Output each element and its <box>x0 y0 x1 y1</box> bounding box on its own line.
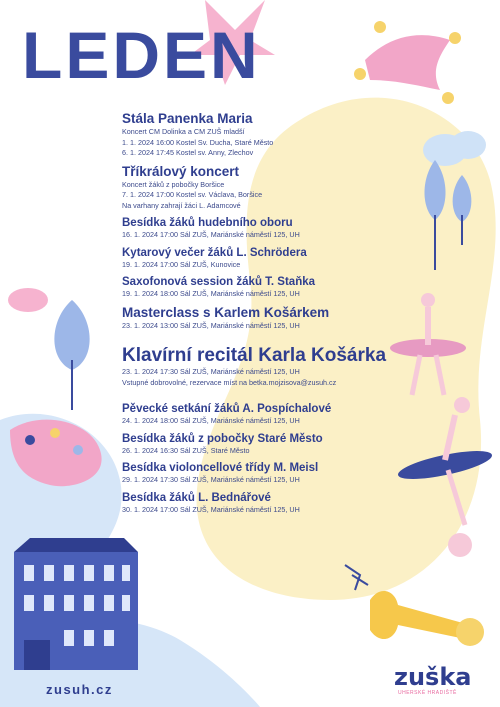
event-detail: 29. 1. 2024 17:30 Sál ZUŠ, Mariánské náměstí 125, UH <box>122 475 300 484</box>
event-name: Tříkrálový koncert <box>122 163 240 179</box>
trumpet-icon <box>370 591 470 640</box>
event-detail: 23. 1. 2024 17:30 Sál ZUŠ, Mariánské náměstí 125, UH <box>122 367 300 376</box>
event-item <box>122 246 422 271</box>
event-detail: 30. 1. 2024 17:00 Sál ZUŠ, Mariánské náměstí 125, UH <box>122 504 300 514</box>
event-detail: Koncert žáků z pobočky Boršice <box>122 179 225 189</box>
event-name: Masterclass s Karlem Košárkem <box>122 304 330 320</box>
event-name: Saxofonová session žáků T. Staňka <box>122 276 316 288</box>
event-detail: 6. 1. 2024 17:45 Kostel sv. Anny, Zlechov <box>122 148 254 157</box>
logo: zuška <box>394 663 472 691</box>
event-name: Besídka žáků z pobočky Staré Město <box>122 432 323 445</box>
jester-hat <box>365 35 450 90</box>
event-item <box>122 461 422 486</box>
event-detail: 1. 1. 2024 16:00 Kostel Sv. Ducha, Staré Město <box>122 137 274 147</box>
event-item <box>122 491 422 516</box>
event-name: Besídka žáků hudebního oboru <box>122 217 293 229</box>
event-name: Pěvecké setkání žáků A. Pospíchalové <box>122 403 332 415</box>
event-detail: 23. 1. 2024 13:00 Sál ZUŠ, Mariánské náměstí 125, UH <box>122 320 300 330</box>
event-name: Klavírní recitál Karla Košárka <box>122 345 387 366</box>
event-item <box>122 432 422 457</box>
event-item-featured <box>122 345 422 388</box>
event-detail: 19. 1. 2024 17:00 Sál ZUŠ, Kunovice <box>122 259 241 269</box>
event-detail: Na varhany zahrají žáci L. Adamcové <box>122 200 241 210</box>
event-detail: 24. 1. 2024 18:00 Sál ZUŠ, Mariánské náměstí 125, UH <box>122 416 300 425</box>
event-detail: Vstupné dobrovolné, rezervace míst na betka.mojzisova@zusuh.cz <box>122 377 337 387</box>
event-name: Stála Panenka Maria <box>122 111 253 126</box>
website-link[interactable]: zusuh.cz <box>46 682 113 697</box>
event-name: Besídka violoncellové třídy M. Meisl <box>122 462 319 474</box>
event-detail: 7. 1. 2024 17:00 Kostel sv. Václava, Boršice <box>122 190 263 199</box>
event-detail: 16. 1. 2024 17:00 Sál ZUŠ, Mariánské náměstí 125, UH <box>122 230 300 239</box>
event-item <box>122 216 422 241</box>
event-item <box>122 111 422 159</box>
event-item <box>122 402 422 427</box>
month-title: LEDEN <box>22 18 261 92</box>
event-detail: Koncert CM Dolinka a CM ZUŠ mladší <box>122 127 245 136</box>
event-name: Besídka žáků L. Bednářové <box>122 491 271 504</box>
event-detail: 26. 1. 2024 16:30 Sál ZUŠ, Staré Město <box>122 445 250 455</box>
logo-subtitle: UHERSKÉ HRADIŠTĚ <box>398 690 457 696</box>
event-name: Kytarový večer žáků L. Schrödera <box>122 246 307 259</box>
event-item <box>122 275 422 300</box>
event-item <box>122 305 422 332</box>
event-detail: 19. 1. 2024 18:00 Sál ZUŠ, Mariánské náměstí 125, UH <box>122 289 300 298</box>
event-item <box>122 164 422 212</box>
events-list <box>122 111 422 520</box>
